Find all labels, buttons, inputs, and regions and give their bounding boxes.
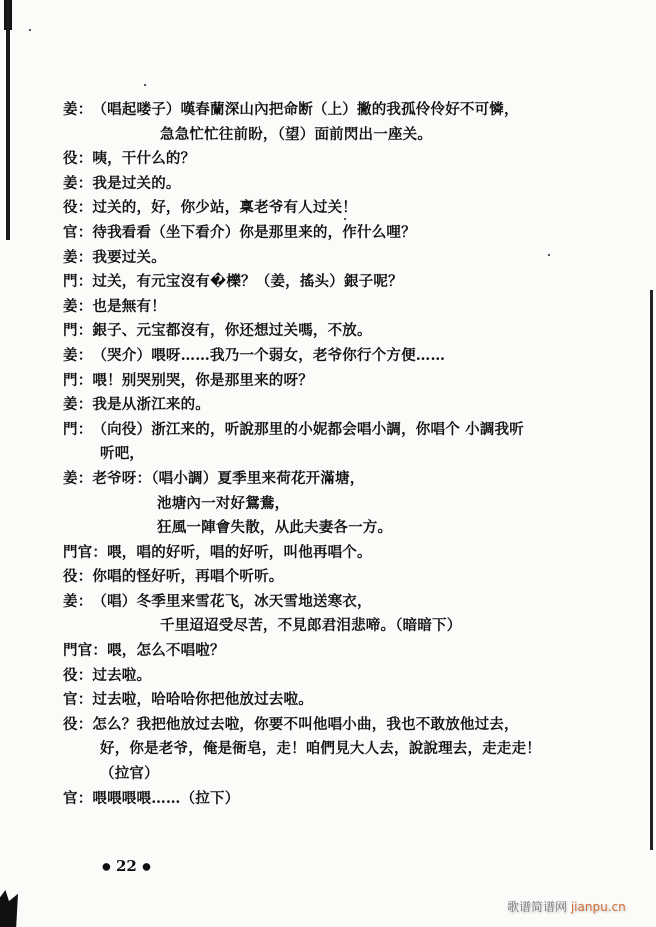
line-text: 池塘內一对好鴛鴦， bbox=[157, 494, 290, 512]
stage-direction bbox=[63, 762, 623, 787]
speaker: 役： bbox=[63, 666, 93, 684]
dialogue-line bbox=[63, 98, 623, 123]
dialogue-line bbox=[63, 172, 623, 197]
line-text: （唱）冬季里来雪花飞，冰天雪地送寒衣， bbox=[92, 592, 372, 610]
speaker: 姜： bbox=[63, 592, 93, 610]
line-text: 好，你是老爷，俺是衙皂，走！咱們見大人去，說說理去，走走走！ bbox=[100, 740, 541, 758]
speaker: 姜： bbox=[63, 346, 93, 364]
line-text: 过关的，好，你少站，稟老爷有人过关！ bbox=[92, 199, 358, 217]
scan-speck bbox=[144, 84, 146, 86]
dialogue-line bbox=[63, 614, 623, 639]
dialogue-line bbox=[63, 246, 623, 271]
line-text: 銀子、元宝都沒有，你还想过关嗎，不放。 bbox=[92, 322, 372, 340]
speaker: 官： bbox=[63, 789, 93, 807]
line-text: 咦，干什么的？ bbox=[92, 150, 196, 168]
speaker: 役： bbox=[63, 150, 93, 168]
speaker: 姜： bbox=[63, 174, 93, 192]
dialogue-line bbox=[63, 418, 623, 443]
dialogue-line bbox=[63, 344, 623, 369]
watermark-cn: 歌谱简谱网 bbox=[507, 900, 568, 914]
line-text: 喂，怎么不唱啦？ bbox=[107, 642, 225, 660]
speaker: 姜： bbox=[63, 297, 93, 315]
scan-edge-bottom-left bbox=[0, 890, 18, 927]
scan-edge-right bbox=[650, 290, 653, 850]
dialogue-line bbox=[63, 270, 623, 295]
scan-edge-left bbox=[6, 0, 10, 240]
speaker: 姜： bbox=[63, 396, 93, 414]
dialogue-line bbox=[63, 319, 623, 344]
speaker: 官： bbox=[63, 223, 93, 241]
watermark bbox=[507, 898, 626, 915]
speaker: 姜： bbox=[63, 469, 93, 487]
speaker: 門官： bbox=[63, 543, 108, 561]
line-text: 听吧， bbox=[100, 445, 145, 463]
dialogue-line bbox=[63, 664, 623, 689]
line-text: 喂！别哭别哭，你是那里来的呀？ bbox=[92, 371, 313, 389]
dialogue-line bbox=[63, 295, 623, 320]
dialogue-line bbox=[63, 688, 623, 713]
speaker: 姜： bbox=[63, 101, 93, 118]
line-text: （哭介）喂呀……我乃一个弱女，老爷你行个方便…… bbox=[92, 346, 446, 364]
script-page bbox=[63, 98, 623, 811]
line-text: 过关，有元宝沒有�櫟？（姜，搖头）銀子呢？ bbox=[92, 273, 403, 291]
line-text: 急急忙忙往前盼，（望）面前閃出一座关。 bbox=[160, 125, 433, 143]
line-text: 老爷呀：（唱小調）夏季里来荷花开滿塘， bbox=[92, 469, 365, 487]
speaker: 役： bbox=[63, 568, 93, 586]
line-text: 喂喂喂喂……（拉下） bbox=[92, 789, 240, 807]
speaker: 門： bbox=[63, 322, 93, 340]
dialogue-line bbox=[63, 393, 623, 418]
page-number-text: 22 bbox=[115, 857, 137, 875]
speaker: 姜： bbox=[63, 248, 93, 266]
line-text: 喂，唱的好听，唱的好听，叫他再唱个。 bbox=[107, 543, 372, 561]
line-text: （向役）浙江来的，听說那里的小妮都会唱小調，你唱个 小調我听 bbox=[92, 420, 524, 438]
page-number bbox=[102, 857, 151, 875]
line-text: 过去啦。 bbox=[92, 666, 152, 684]
dialogue-line bbox=[63, 442, 623, 467]
speaker: 門： bbox=[63, 371, 93, 389]
line-text: 待我看看（坐下看介）你是那里来的，作什么哩？ bbox=[92, 223, 416, 241]
dialogue-line bbox=[63, 541, 623, 566]
dialogue-line bbox=[63, 467, 623, 492]
bullet-dot-icon: ● bbox=[142, 861, 151, 873]
speaker: 門： bbox=[63, 273, 93, 291]
dialogue-line bbox=[63, 492, 623, 517]
scan-speck bbox=[29, 29, 31, 31]
line-text: 你唱的怪好听，再唱个听听。 bbox=[92, 568, 284, 586]
line-text: 过去啦，哈哈哈你把他放过去啦。 bbox=[92, 691, 313, 709]
watermark-url: jianpu.cn bbox=[570, 900, 626, 914]
dialogue-line bbox=[63, 590, 623, 615]
dialogue-line bbox=[63, 787, 623, 812]
dialogue-line bbox=[63, 369, 623, 394]
line-text: （拉官） bbox=[100, 765, 159, 783]
dialogue-line bbox=[63, 713, 623, 738]
dialogue-line bbox=[63, 639, 623, 664]
speaker: 役： bbox=[63, 199, 93, 217]
dialogue-line bbox=[63, 147, 623, 172]
line-text: 怎么？我把他放过去啦，你要不叫他唱小曲，我也不敢放他过去， bbox=[92, 715, 519, 733]
dialogue-line bbox=[63, 123, 623, 148]
bullet-dot-icon: ● bbox=[102, 861, 111, 873]
speaker: 役： bbox=[63, 715, 93, 733]
line-text: （唱起喽子）嘆春蘭深山內把命断（上）撇的我孤伶伶好不可憐， bbox=[92, 101, 519, 118]
speaker: 門： bbox=[63, 420, 93, 438]
line-text: 我是过关的。 bbox=[92, 174, 181, 192]
line-text: 我要过关。 bbox=[92, 248, 166, 266]
dialogue-line bbox=[63, 196, 623, 221]
dialogue-line bbox=[63, 737, 623, 762]
line-text: 狂風一陣會失散，从此夫妻各一方。 bbox=[157, 519, 393, 537]
dialogue-line bbox=[63, 221, 623, 246]
speaker: 門官： bbox=[63, 642, 108, 660]
dialogue-line bbox=[63, 565, 623, 590]
line-text: 我是从浙江来的。 bbox=[92, 396, 211, 414]
dialogue-line bbox=[63, 516, 623, 541]
speaker: 官： bbox=[63, 691, 93, 709]
line-text: 千里迢迢受尽苦，不見郎君泪悲啼。（暗暗下） bbox=[160, 617, 462, 635]
line-text: 也是無有！ bbox=[92, 297, 166, 315]
